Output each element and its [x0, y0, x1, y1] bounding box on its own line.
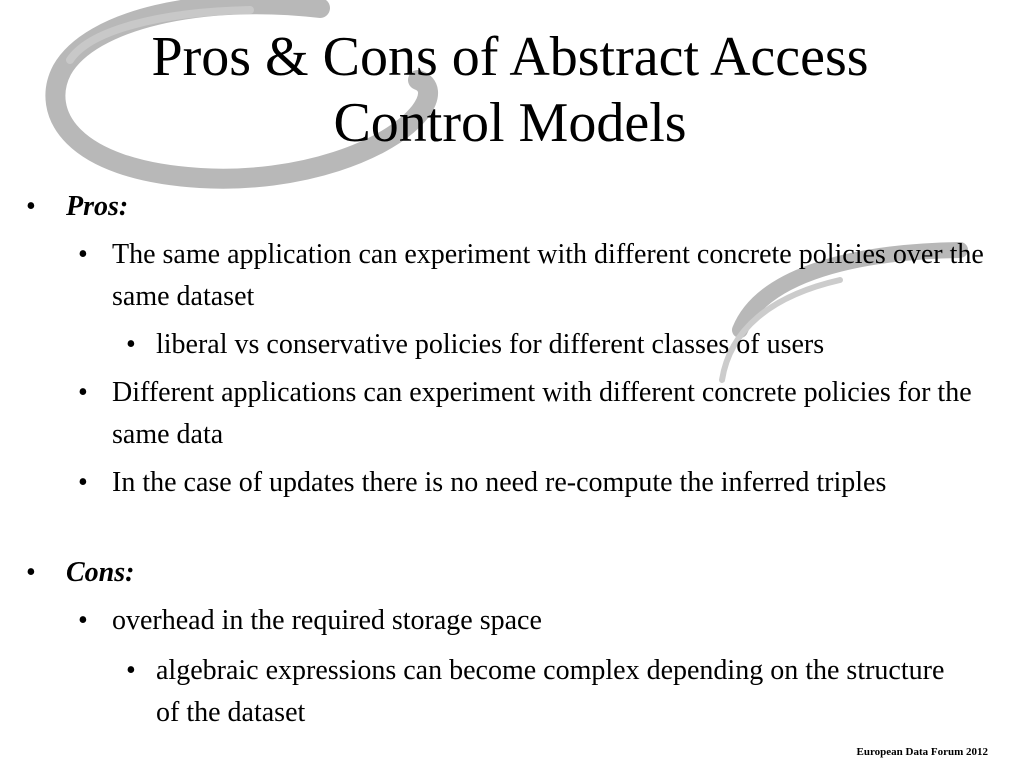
cons-label: Cons:	[66, 557, 135, 588]
bullet-marker: •	[78, 605, 88, 636]
slide-title-line-2: Control Models	[333, 92, 687, 154]
slide-title-line-1: Pros & Cons of Abstract Access	[151, 26, 869, 88]
bullet-marker: •	[126, 329, 136, 360]
bullet-marker: •	[78, 377, 88, 408]
bullet-marker: •	[78, 467, 88, 498]
bullet-text: overhead in the required storage space	[112, 605, 542, 636]
bullet-marker: •	[26, 191, 36, 222]
bullet-text: algebraic expressions can become complex depending on the structure of the dataset	[156, 655, 945, 728]
bullet-text: The same application can experiment with different concrete policies over the same dataset	[112, 239, 984, 312]
bullet-text: Different applications can experiment with different concrete policies for the same data	[112, 377, 972, 450]
bullet-marker: •	[126, 655, 136, 686]
pros-label: Pros:	[66, 191, 129, 222]
bullet-marker: •	[26, 557, 36, 588]
bullet-text: In the case of updates there is no need re-compute the inferred triples	[112, 467, 887, 498]
bullet-text: liberal vs conservative policies for different classes of users	[156, 329, 825, 360]
bullet-marker: •	[78, 239, 88, 270]
footer-text: European Data Forum 2012	[856, 746, 988, 758]
